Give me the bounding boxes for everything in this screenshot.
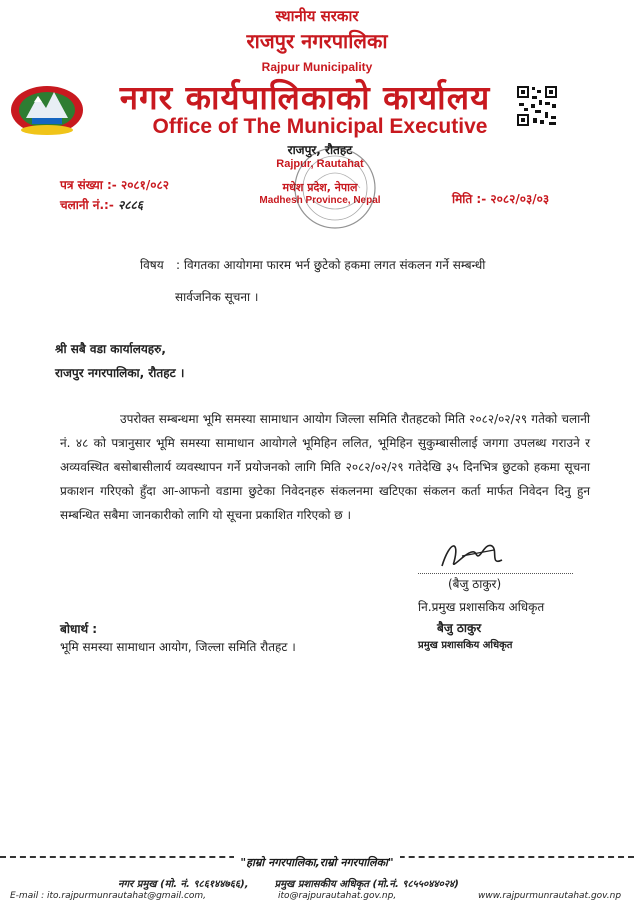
municipality-name-english: Rajpur Municipality bbox=[261, 60, 373, 74]
footer-email-1[interactable]: E-mail : ito.rajpurmunrautahat@gmail.com, bbox=[10, 891, 207, 901]
addressee-line-2: राजपुर नगरपालिका, रौतहट । bbox=[55, 366, 185, 380]
dispatch-number-value: २८८६ bbox=[118, 198, 143, 212]
municipality-name-nepali: राजपुर नगरपालिका bbox=[246, 29, 388, 53]
body-paragraph: उपरोक्त सम्बन्धमा भूमि समस्या सामाधान आयोग जिल्ला समिति रौतहटको मिति २०८२/०२/२९ गतेको चलानी नं. ४८ को पत्रानुसार भूमि समस्या सामाधान आयोगले भूमिहिन ललित, भूमिहिन सुकुम्बासीलाई जगगा उपलब्ध गराउने र अव्यवस्थित बसोबासीलार्य व्यवस्थापन गर्ने प्रयोजनको लागि मिति २०८२/०२/२९ गतेदेखि ३५ दिनभित्र छुटको हकमा सूचना प्रकाशन गरिएको हुँदा आ-आफनो वडामा छुटेका निवेदनहरु संकलनमा खटिएका संकलन कर्ता मार्फत निवेदन दिनु हुन सम्बन्धित सबैमा जानकारीको लागि यो सूचना प्रकाशित गरिएको छ । bbox=[60, 412, 590, 522]
footer-website[interactable]: www.rajpurmunrautahat.gov.np bbox=[478, 891, 622, 901]
signatory-stamp-title: प्रमुख प्रशासकिय अधिकृत bbox=[418, 640, 513, 651]
signatory-name: (बैजु ठाकुर) bbox=[448, 577, 502, 591]
footer-slogan-text: "हाम्रो नगरपालिका,राम्रो नगरपालिका" bbox=[234, 856, 399, 869]
info-copy-recipient: भूमि समस्या सामाधान आयोग, जिल्ला समिति रौतहट । bbox=[60, 640, 296, 654]
footer-email-2[interactable]: ito@rajpurautahat.gov.np, bbox=[278, 891, 397, 901]
addressee-block bbox=[55, 337, 184, 385]
nepal-emblem-icon bbox=[8, 78, 86, 138]
subject-line bbox=[140, 253, 580, 277]
addressee-line-1: श्री सबै वडा कार्यालयहरु, bbox=[55, 342, 166, 356]
letter-number: पत्र संख्या :- २०८१/०८२ bbox=[60, 178, 170, 192]
subject-label: विषय bbox=[140, 258, 164, 272]
province-english: Madhesh Province, Nepal bbox=[259, 195, 381, 206]
letter-date: मिति :- २०८२/०३/०३ bbox=[452, 192, 550, 206]
subject-continuation: सार्वजनिक सूचना । bbox=[175, 290, 259, 304]
signatory-stamp-name: बैजु ठाकुर bbox=[437, 621, 482, 635]
info-copy-label: बोधार्थ : bbox=[60, 622, 98, 636]
footer-slogan bbox=[0, 855, 634, 870]
dispatch-number bbox=[60, 196, 143, 213]
footer-mayor-contact: नगर प्रमुख (मो. नं. ९८६१४४७६६), bbox=[118, 879, 249, 890]
signatory-title: नि.प्रमुख प्रशासकिय अधिकृत bbox=[418, 600, 545, 614]
local-government-label: स्थानीय सरकार bbox=[275, 7, 359, 25]
address-english: Rajpur, Rautahat bbox=[276, 158, 364, 170]
qr-code-icon bbox=[515, 84, 559, 128]
handwritten-signature-icon bbox=[432, 536, 512, 576]
footer-cao-contact: प्रमुख प्रशासकीय अधिकृत (मो.नं. ९८५५०४४०२४) bbox=[274, 879, 459, 890]
subject-text: : विगतका आयोगमा फारम भर्न छुटेको हकमा लगत संकलन गर्ने सम्बन्धी bbox=[176, 258, 486, 272]
office-title-nepali: नगर कार्यपालिकाको कार्यालय bbox=[119, 78, 491, 117]
office-title-english: Office of The Municipal Executive bbox=[152, 115, 488, 138]
dispatch-number-label: चलानी नं.:- bbox=[60, 198, 118, 212]
province-nepali: मधेश प्रदेश, नेपाल bbox=[282, 181, 358, 194]
footer-contacts bbox=[118, 876, 459, 890]
office-stamp-icon bbox=[290, 138, 380, 238]
address-nepali: राजपुर, रौतहट bbox=[287, 143, 353, 157]
signature-line bbox=[418, 573, 573, 574]
